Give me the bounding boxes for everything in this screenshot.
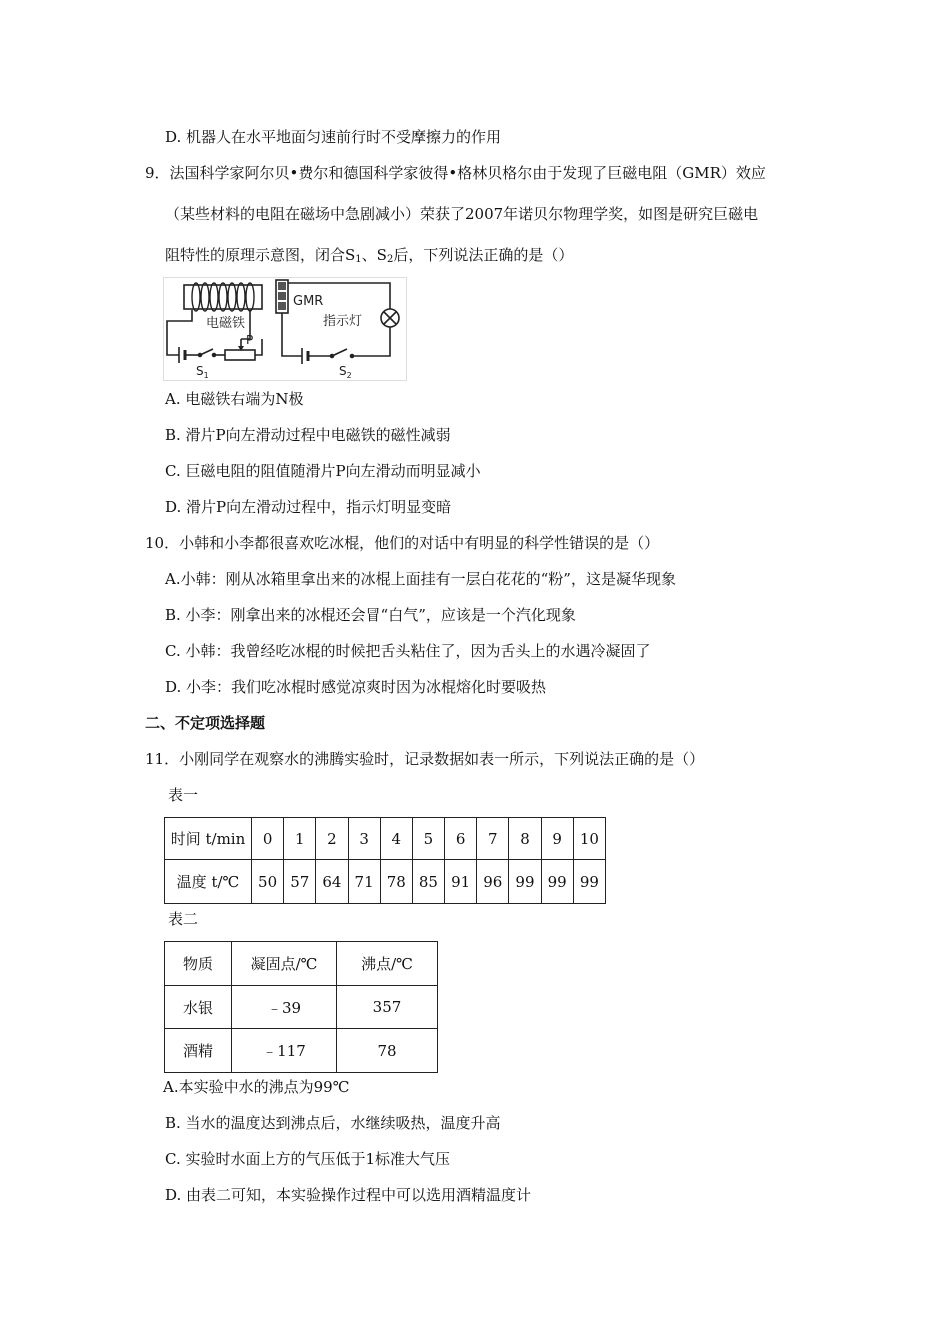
section-heading: 二、不定项选择题 [145, 714, 266, 732]
q11-option-c: C. 实验时水面上方的气压低于1标准大气压 [165, 1150, 451, 1168]
table1-cell: 99 [573, 860, 605, 904]
q9-stem-line3 [165, 244, 573, 271]
s1-label: $S_1$ [196, 364, 209, 380]
indicator-lamp-label: 指示灯 [323, 314, 363, 329]
table2-header-cell: 凝固点/℃ [232, 942, 337, 986]
electromagnet-core [184, 285, 262, 309]
q9-stem-line1: 9．法国科学家阿尔贝•费尔和德国科学家彼得•格林贝格尔由于发现了巨磁电阻（GMR）效应 [145, 164, 766, 182]
slider-p-label: P [246, 333, 254, 347]
table2-cell: 357 [337, 986, 438, 1029]
table2-header-cell: 物质 [165, 942, 232, 986]
q11-option-a: A.本实验中水的沸点为99℃ [163, 1078, 350, 1096]
table1-cell: 99 [541, 860, 573, 904]
table1-temperature-row [165, 860, 606, 904]
table1-cell: 57 [284, 860, 316, 904]
table2-header-cell: 沸点/℃ [337, 942, 438, 986]
table2-header-row [165, 942, 438, 986]
q10-option-d: D. 小李：我们吃冰棍时感觉凉爽时因为冰棍熔化时要吸热 [165, 678, 547, 696]
s2-label: $S_2$ [339, 364, 352, 380]
table1-cell: 2 [316, 818, 348, 860]
table2-caption: 表二 [168, 910, 199, 928]
table1-time-row [165, 818, 606, 860]
q10-option-c: C. 小韩：我曾经吃冰棍的时候把舌头粘住了，因为舌头上的水遇冷凝固了 [165, 642, 651, 660]
table1-time-label: 时间 t/min [165, 818, 252, 860]
q9-stem-line3-mid: 、S [361, 246, 387, 264]
table1-cell: 3 [348, 818, 380, 860]
q9-stem-line2: （某些材料的电阻在磁场中急剧减小）荣获了2007年诺贝尔物理学奖，如图是研究巨磁电 [165, 205, 759, 223]
q11-option-b: B. 当水的温度达到沸点后，水继续吸热，温度升高 [165, 1114, 501, 1132]
table1-temperature-label: 温度 t/℃ [165, 860, 252, 904]
table2-cell: ﹣39 [232, 986, 337, 1029]
table1-cell: 6 [445, 818, 477, 860]
gmr-circuit-diagram [163, 277, 407, 381]
gmr-label: GMR [293, 294, 324, 309]
q9-s2-subscript: 2 [386, 254, 394, 265]
q9-option-d: D. 滑片P向左滑动过程中，指示灯明显变暗 [165, 498, 452, 516]
q9-option-c: C. 巨磁电阻的阻值随滑片P向左滑动而明显减小 [165, 462, 481, 480]
table1-cell: 9 [541, 818, 573, 860]
table1-cell: 0 [252, 818, 284, 860]
table1-cell: 71 [348, 860, 380, 904]
table2-row [165, 986, 438, 1029]
gmr-element-hatching [278, 282, 286, 310]
table1-caption: 表一 [168, 786, 199, 804]
q9-option-a: A. 电磁铁右端为N极 [165, 390, 304, 408]
indicator-lamp-icon [381, 309, 399, 327]
q9-stem-line3-post: 后，下列说法正确的是（） [393, 246, 574, 264]
q11-stem: 11．小刚同学在观察水的沸腾实验时，记录数据如表一所示，下列说法正确的是（） [145, 750, 705, 768]
table2-cell: 78 [337, 1029, 438, 1073]
table1-cell: 85 [412, 860, 444, 904]
q8-option-d: D. 机器人在水平地面匀速前行时不受摩擦力的作用 [165, 128, 502, 146]
table1-cell: 99 [509, 860, 541, 904]
q11-option-d: D. 由表二可知，本实验操作过程中可以选用酒精温度计 [165, 1186, 532, 1204]
table2-cell: 酒精 [165, 1029, 232, 1073]
q9-stem-line3-pre: 阻特性的原理示意图，闭合S [165, 246, 356, 264]
table1-cell: 1 [284, 818, 316, 860]
table1-boiling-data [164, 817, 606, 904]
table1-cell: 10 [573, 818, 605, 860]
table1-cell: 8 [509, 818, 541, 860]
table1-cell: 5 [412, 818, 444, 860]
q9-s1-subscript: 1 [355, 254, 362, 265]
q9-option-b: B. 滑片P向左滑动过程中电磁铁的磁性减弱 [165, 426, 451, 444]
table2-substance-data [164, 941, 438, 1073]
electromagnet-label: 电磁铁 [206, 316, 246, 331]
q10-stem: 10．小韩和小李都很喜欢吃冰棍，他们的对话中有明显的科学性错误的是（） [145, 534, 660, 552]
q10-option-b: B. 小李：刚拿出来的冰棍还会冒“白气”，应该是一个汽化现象 [165, 606, 576, 624]
table2-row [165, 1029, 438, 1073]
table1-cell: 78 [380, 860, 412, 904]
table1-cell: 64 [316, 860, 348, 904]
table1-cell: 4 [380, 818, 412, 860]
table2-cell: 水银 [165, 986, 232, 1029]
rheostat-icon [225, 350, 255, 360]
table1-cell: 7 [477, 818, 509, 860]
table1-cell: 96 [477, 860, 509, 904]
table1-cell: 91 [445, 860, 477, 904]
table1-cell: 50 [252, 860, 284, 904]
table2-cell: ﹣117 [232, 1029, 337, 1073]
q10-option-a: A.小韩：刚从冰箱里拿出来的冰棍上面挂有一层白花花的“粉”，这是凝华现象 [165, 570, 676, 588]
